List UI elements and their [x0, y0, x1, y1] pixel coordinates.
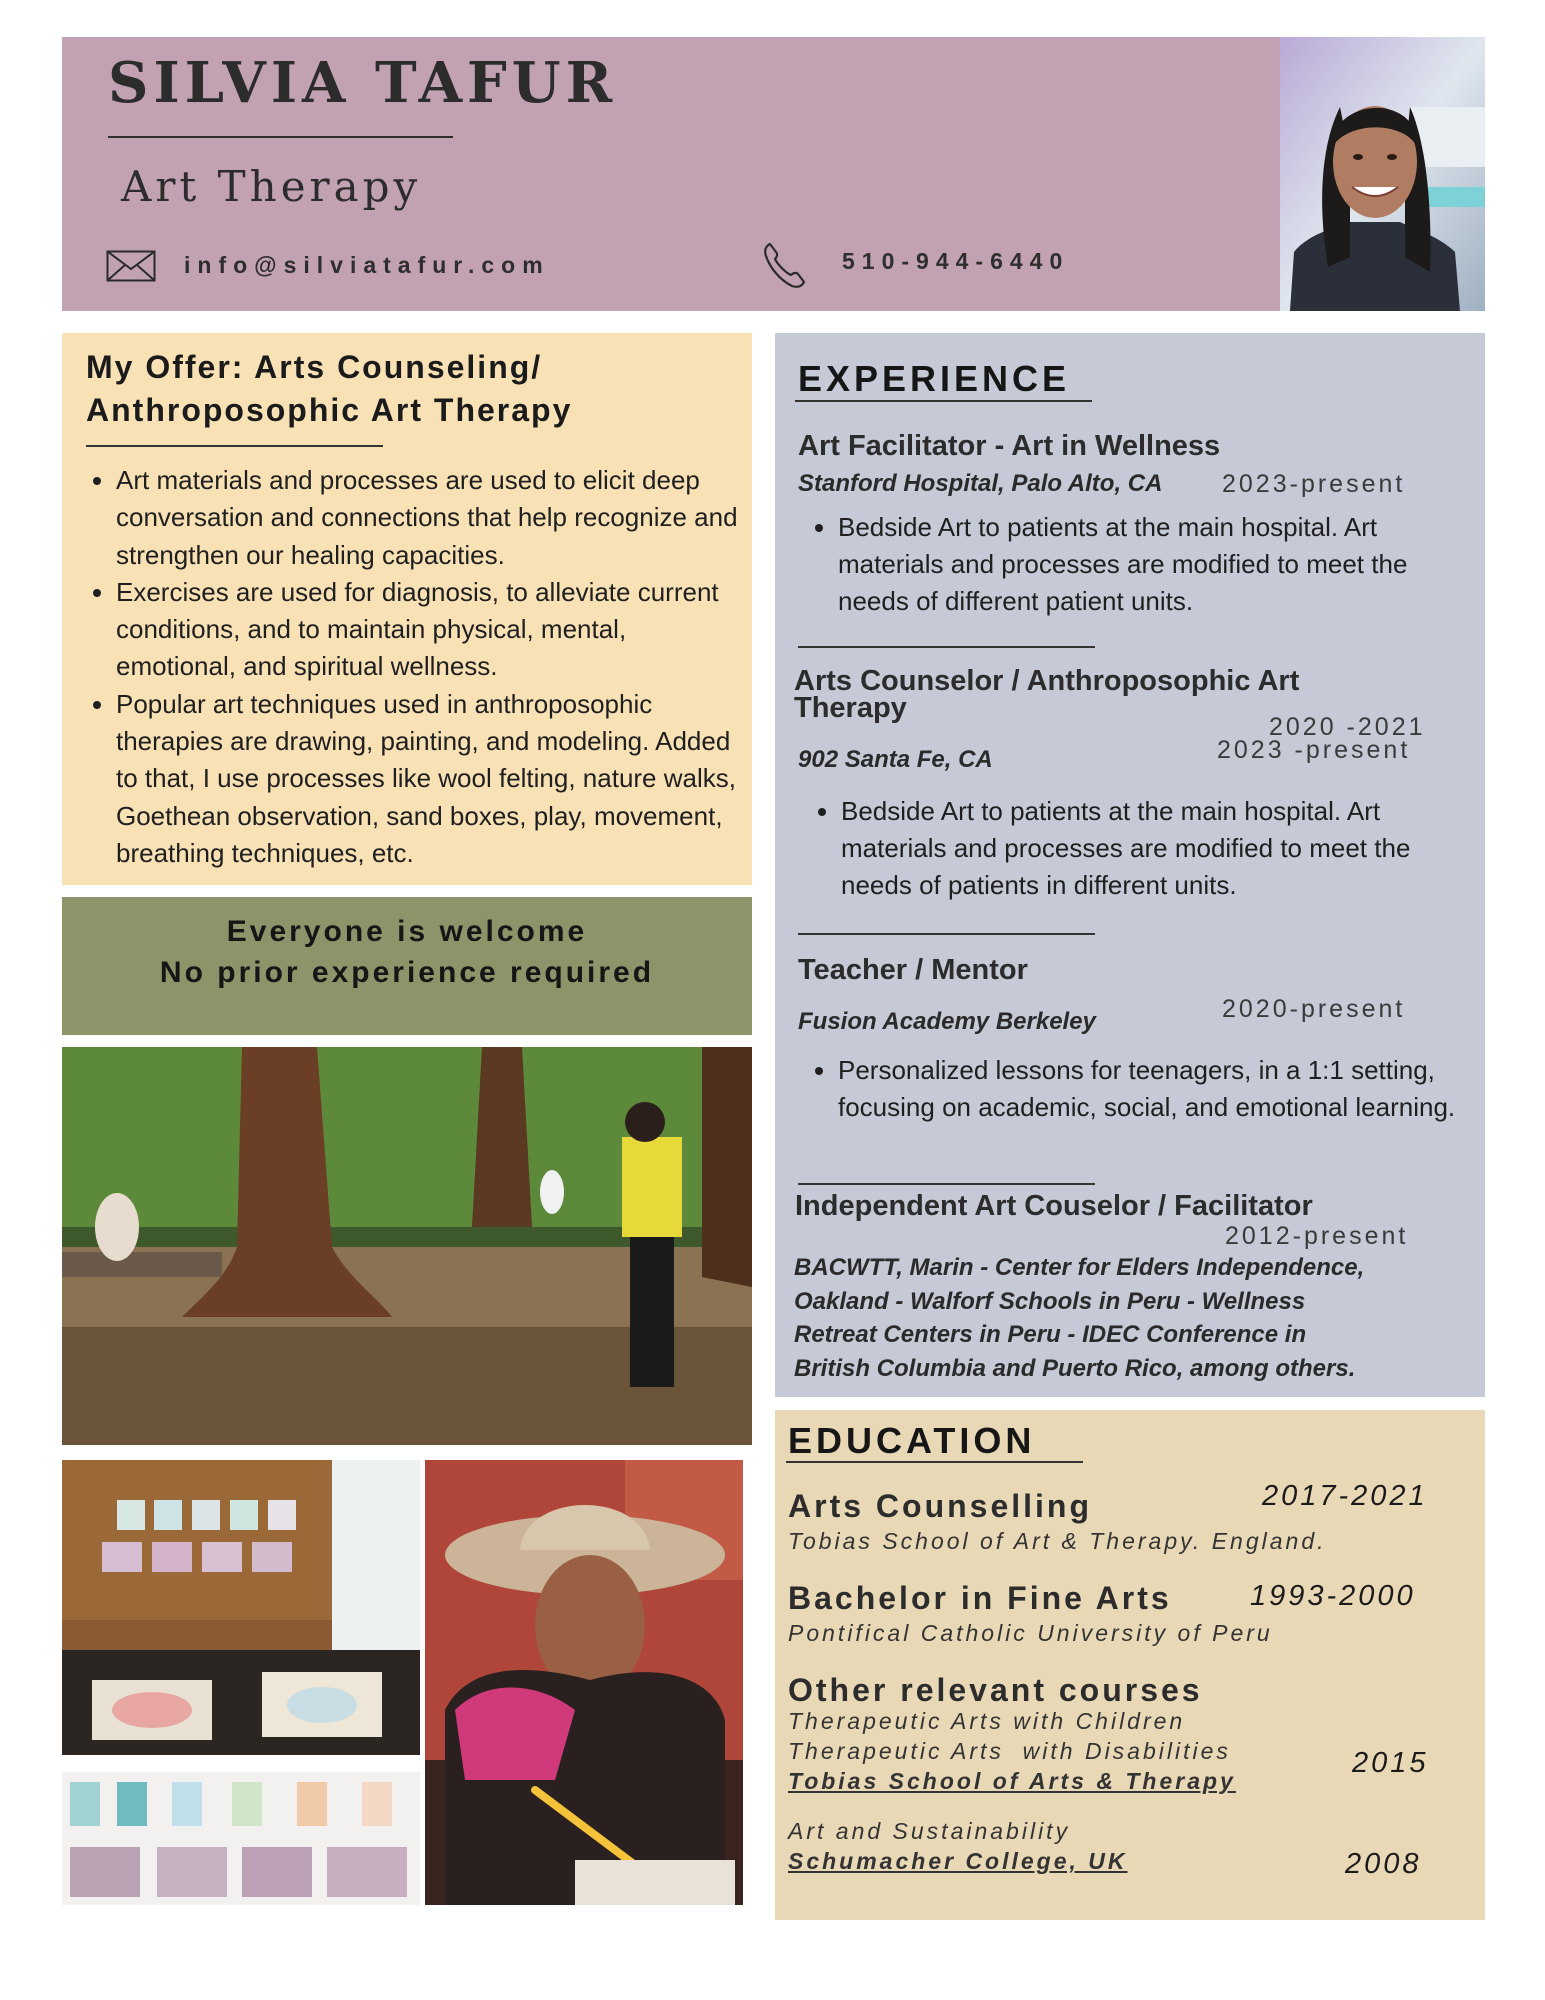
- offer-item: • Popular art techniques used in anthroposophic therapies are drawing, painting, and modeling. Added to that, I use processes like wool felting, nature walks, Goethean observation, sand boxes, play, movement, breathing techniques, etc.: [116, 686, 744, 872]
- job-divider: [798, 646, 1095, 648]
- envelope-icon: [106, 250, 156, 282]
- offer-title-line2: Anthroposophic Art Therapy: [86, 392, 573, 428]
- job-organization: Stanford Hospital, Palo Alto, CA: [798, 470, 1163, 497]
- name-divider: [108, 136, 453, 138]
- job-organization: 902 Santa Fe, CA: [798, 746, 993, 773]
- welcome-line1: Everyone is welcome: [226, 915, 588, 948]
- job-org-line: Oakland - Walforf Schools in Peru - Wellness: [794, 1287, 1306, 1315]
- job-bullet: • Bedside Art to patients at the main hospital. Art materials and processes are modified to meet the needs of different patient units.: [838, 509, 1456, 620]
- experience-heading-rule: [795, 400, 1092, 402]
- job-dates: 2020-present: [1222, 995, 1406, 1023]
- job-org-line: British Columbia and Puerto Rico, among others.: [794, 1354, 1356, 1382]
- job-organization: Fusion Academy Berkeley: [798, 1008, 1096, 1035]
- job-dates: 2023 -present: [1217, 736, 1411, 764]
- course-name: Therapeutic Arts with Disabilities: [788, 1738, 1231, 1764]
- education-year: 1993-2000: [1250, 1580, 1416, 1612]
- education-title: Bachelor in Fine Arts: [788, 1580, 1172, 1616]
- education-year: 2017-2021: [1262, 1480, 1428, 1512]
- education-year: 2008: [1345, 1848, 1422, 1880]
- offer-list: [84, 462, 744, 872]
- education-year: 2015: [1352, 1747, 1429, 1779]
- welcome-line2: No prior experience required: [159, 956, 655, 989]
- job-title: Teacher / Mentor: [798, 954, 1028, 986]
- job-dates: 2020 -2021: [1269, 713, 1426, 741]
- education-heading-rule: [786, 1461, 1083, 1463]
- offer-divider: [86, 445, 383, 447]
- job-dates: 2012-present: [1225, 1222, 1409, 1250]
- education-school: Pontifical Catholic University of Peru: [788, 1620, 1273, 1646]
- course-name: Art and Sustainability: [788, 1818, 1071, 1844]
- job-bullets: [806, 1052, 1456, 1126]
- job-dates: 2023-present: [1222, 470, 1406, 498]
- offer-title-line1: My Offer: Arts Counseling/: [86, 349, 543, 385]
- watercolor-paintings-photo: [62, 1772, 420, 1905]
- job-org-line: BACWTT, Marin - Center for Elders Independence,: [794, 1254, 1365, 1281]
- person-name: SILVIA TAFUR: [108, 50, 618, 116]
- course-school: Tobias School of Arts & Therapy: [788, 1768, 1236, 1794]
- woman-painting-photo: [425, 1460, 743, 1905]
- education-school: Tobias School of Art & Therapy. England.: [788, 1528, 1327, 1554]
- phone-number[interactable]: 510-944-6440: [842, 248, 1070, 274]
- classroom-photo: [62, 1460, 420, 1755]
- job-divider: [798, 1183, 1095, 1185]
- job-title: Independent Art Couselor / Facilitator: [795, 1190, 1313, 1222]
- course-name: Therapeutic Arts with Children: [788, 1708, 1186, 1734]
- course-school: Schumacher College, UK: [788, 1848, 1128, 1874]
- job-divider: [798, 933, 1095, 935]
- offer-item: • Art materials and processes are used to elicit deep conversation and connections that help recognize and strengthen our healing capacities.: [116, 462, 744, 574]
- experience-heading: EXPERIENCE: [798, 358, 1071, 399]
- job-title-line2: Therapy: [794, 692, 907, 724]
- forest-photo: [62, 1047, 752, 1445]
- job-title: [794, 665, 1300, 724]
- offer-title: [86, 346, 726, 432]
- education-title: Other relevant courses: [788, 1672, 1203, 1708]
- job-bullet: • Personalized lessons for teenagers, in a 1:1 setting, focusing on academic, social, and emotional learning.: [838, 1052, 1456, 1126]
- offer-item: • Exercises are used for diagnosis, to alleviate current conditions, and to maintain physical, mental, emotional, and spiritual wellness.: [116, 574, 744, 686]
- job-title-line1: Arts Counselor / Anthroposophic Art: [794, 665, 1300, 697]
- education-heading: EDUCATION: [788, 1420, 1036, 1461]
- job-bullets: [806, 509, 1456, 620]
- job-bullets: [809, 793, 1459, 904]
- phone-icon: [762, 240, 808, 290]
- profession-subtitle: Art Therapy: [121, 162, 422, 211]
- job-organization: [794, 1251, 1364, 1385]
- education-title: Arts Counselling: [788, 1488, 1093, 1524]
- job-org-line: Retreat Centers in Peru - IDEC Conference in: [794, 1321, 1307, 1348]
- job-bullet: • Bedside Art to patients at the main hospital. Art materials and processes are modified to meet the needs of patients in different units.: [841, 793, 1459, 904]
- job-title: Art Facilitator - Art in Wellness: [798, 430, 1221, 462]
- portrait-photo: [1280, 37, 1485, 311]
- email-link[interactable]: info@silviatafur.com: [184, 252, 550, 278]
